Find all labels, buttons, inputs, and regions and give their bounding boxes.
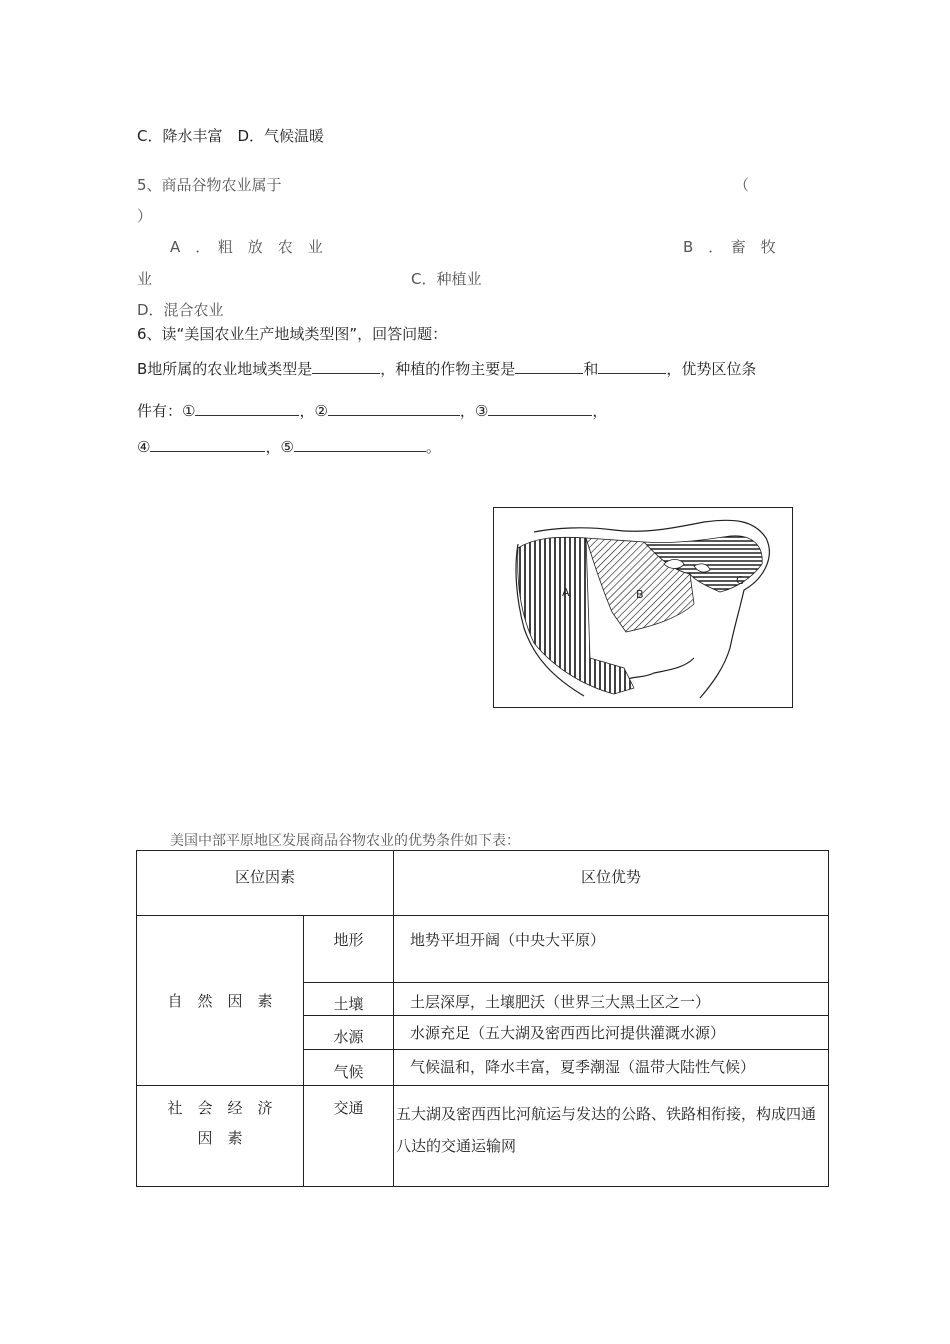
answer-blank[interactable] <box>598 359 666 374</box>
answer-blank[interactable] <box>294 437 426 452</box>
answer-blank[interactable] <box>328 401 460 416</box>
answer-blank[interactable] <box>515 359 583 374</box>
socioeconomic-factors-cell <box>137 1086 304 1187</box>
q6-line3-text-c: 。 <box>425 438 441 456</box>
advantage-terrain: 地势平坦开阔（中央大平原） <box>394 916 829 983</box>
answer-blank[interactable] <box>312 359 380 374</box>
q6-line2-text-c: ，③ <box>459 402 489 420</box>
socioeconomic-label-line1: 社 会 经 济 <box>167 1099 273 1117</box>
q5-option-c: C．种植业 <box>411 270 482 288</box>
header-location-factor: 区位因素 <box>137 851 394 916</box>
map-label-a: A <box>562 586 570 599</box>
factor-terrain: 地形 <box>304 916 394 983</box>
q6-line-3 <box>137 437 441 457</box>
table-caption: 美国中部平原地区发展商品谷物农业的优势条件如下表： <box>170 833 520 849</box>
table-header-row <box>137 851 829 916</box>
map-graphic <box>494 508 792 707</box>
table-row <box>137 1086 829 1187</box>
factor-water: 水源 <box>304 1016 394 1050</box>
q5-option-b-continued: 业 <box>137 270 153 288</box>
location-advantage-table <box>136 850 829 1187</box>
q4-options: C．降水丰富 D．气候温暖 <box>137 127 325 145</box>
q6-line2-text-d: ， <box>592 402 608 420</box>
q5-option-a: A ． 粗 放 农 业 <box>170 238 323 256</box>
q6-line2-text-b: ，② <box>299 402 328 420</box>
q6-line2-text-a: 件有：① <box>137 402 196 420</box>
answer-blank[interactable] <box>488 401 592 416</box>
socioeconomic-label-line2: 因 素 <box>197 1129 243 1147</box>
header-location-advantage: 区位优势 <box>394 851 829 916</box>
q6-line-2 <box>137 401 607 421</box>
factor-transport: 交通 <box>304 1086 394 1187</box>
q6-line1-text-b: ，种植的作物主要是 <box>380 360 516 378</box>
q5-option-b: B ． 畜 牧 <box>683 238 776 256</box>
advantage-climate: 气候温和，降水丰富，夏季潮湿（温带大陆性气候） <box>394 1050 829 1086</box>
q6-line3-text-b: ，⑤ <box>265 438 294 456</box>
q5-paren-open: （ <box>734 176 750 194</box>
q6-line-1 <box>137 359 756 379</box>
advantage-soil: 土层深厚，土壤肥沃（世界三大黑土区之一） <box>394 983 829 1016</box>
q5-paren-close: ） <box>137 207 153 225</box>
factor-climate: 气候 <box>304 1050 394 1086</box>
us-agriculture-map <box>493 507 793 708</box>
q6-line1-text-a: B地所属的农业地域类型是 <box>137 360 313 378</box>
q6-stem: 6、读“美国农业生产地域类型图”，回答问题： <box>137 325 448 343</box>
factor-soil: 土壤 <box>304 983 394 1016</box>
answer-blank[interactable] <box>195 401 299 416</box>
q5-option-d: D．混合农业 <box>137 301 224 319</box>
q6-line3-text-a: ④ <box>137 438 151 456</box>
table-row <box>137 916 829 983</box>
q6-line1-text-c: 和 <box>583 360 599 378</box>
q5-stem: 5、商品谷物农业属于 <box>137 176 282 194</box>
q6-line1-text-d: ，优势区位条 <box>666 360 757 378</box>
answer-blank[interactable] <box>150 437 265 452</box>
advantage-water: 水源充足（五大湖及密西西比河提供灌溉水源） <box>394 1016 829 1050</box>
map-label-b: B <box>636 588 644 601</box>
advantage-transport: 五大湖及密西西比河航运与发达的公路、铁路相衔接，构成四通八达的交通运输网 <box>394 1086 829 1187</box>
natural-factors-cell: 自 然 因 素 <box>137 916 304 1086</box>
map-label-c: C <box>736 574 744 587</box>
